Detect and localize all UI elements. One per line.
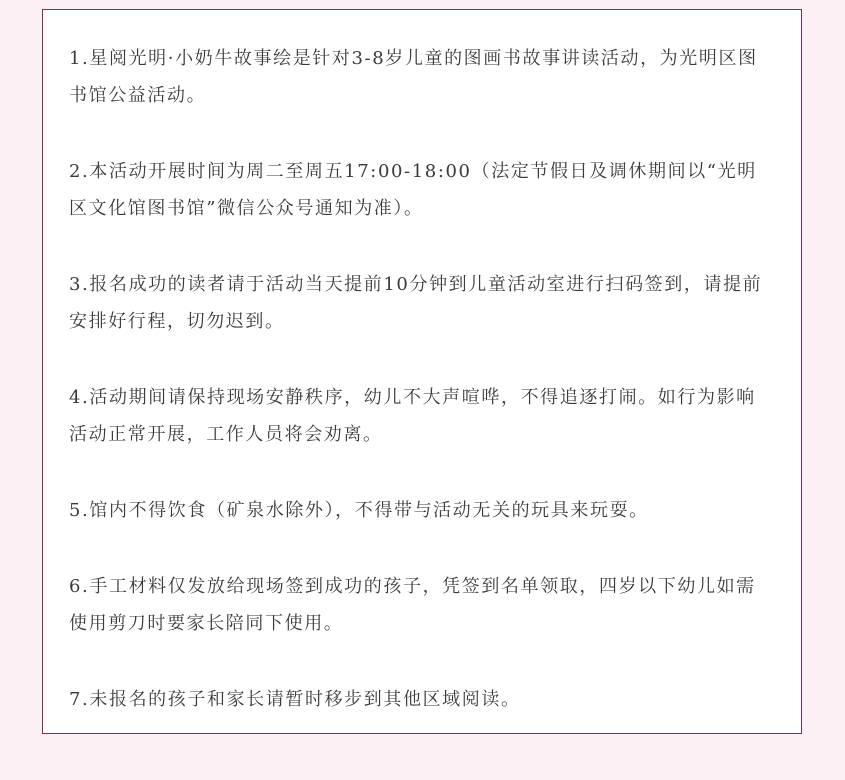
notice-box (42, 9, 802, 734)
rule-item-5: 5.馆内不得饮食（矿泉水除外），不得带与活动无关的玩具来玩耍。 (69, 500, 649, 521)
rule-item-2: 2.本活动开展时间为周二至周五17:00-18:00（法定节假日及调休期间以“光明区文化馆图书馆”微信公众号通知为准）。 (69, 161, 757, 219)
rule-item-6: 6.手工材料仅发放给现场签到成功的孩子，凭签到名单领取，四岁以下幼儿如需使用剪刀时要家长陪同下使用。 (69, 576, 756, 634)
rule-item-4: 4.活动期间请保持现场安静秩序，幼儿不大声喧哗，不得追逐打闹。如行为影响活动正常开展，工作人员将会劝离。 (69, 387, 756, 445)
rule-item-3: 3.报名成功的读者请于活动当天提前10分钟到儿童活动室进行扫码签到，请提前安排好行程，切勿迟到。 (69, 274, 763, 332)
rule-item-1: 1.星阅光明·小奶牛故事绘是针对3-8岁儿童的图画书故事讲读活动，为光明区图书馆公益活动。 (69, 48, 758, 106)
rule-item-7: 7.未报名的孩子和家长请暂时移步到其他区域阅读。 (69, 689, 521, 710)
